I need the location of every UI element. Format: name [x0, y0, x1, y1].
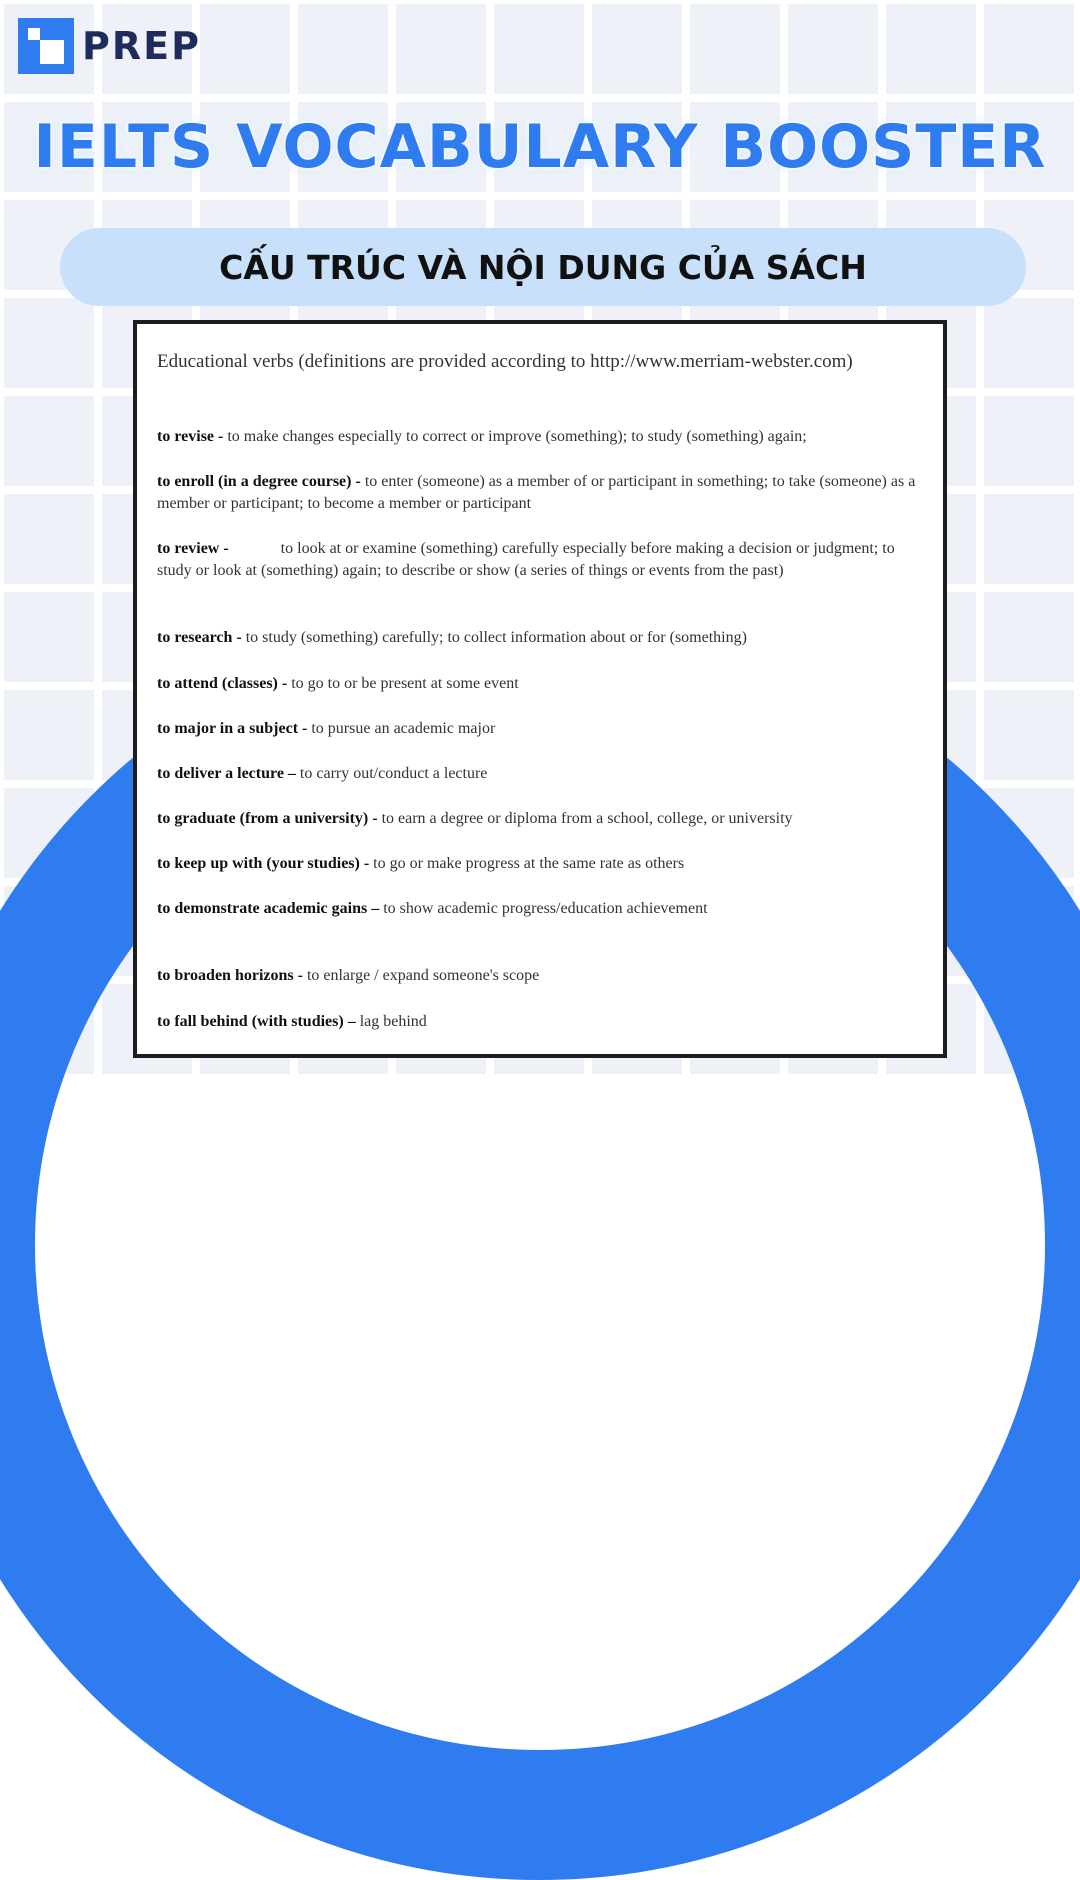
vocab-definition: to show academic progress/education achievement — [379, 900, 708, 917]
vocab-entry — [157, 808, 927, 830]
vocab-term: to keep up with (your studies) - — [157, 855, 370, 872]
vocab-definition: lag behind — [355, 1013, 427, 1030]
vocab-entry — [157, 718, 927, 740]
vocab-term: to research - — [157, 629, 242, 646]
vocab-entry — [157, 898, 927, 920]
vocab-term: to fall behind (with studies) – — [157, 1013, 356, 1030]
vocab-definition: to go to or be present at some event — [287, 675, 519, 692]
page-title: IELTS VOCABULARY BOOSTER — [33, 112, 1047, 182]
vocab-term: to broaden horizons - — [157, 967, 303, 984]
vocab-entry — [157, 673, 927, 695]
vocab-term: to demonstrate academic gains – — [157, 900, 380, 917]
book-page-excerpt — [133, 320, 947, 1058]
vocab-entry — [157, 763, 927, 785]
vocab-definition: to carry out/conduct a lecture — [295, 765, 488, 782]
vocab-entry — [157, 853, 927, 875]
vocab-definition: to make changes especially to correct or improve (something); to study (something) again; — [223, 428, 807, 445]
vocab-definition: to enlarge / expand someone's scope — [302, 967, 540, 984]
vocab-definition: to go or make progress at the same rate as others — [369, 855, 685, 872]
vocab-definition: to enter (someone) as a member of or participant in something; to take (someone) as a member or participant; to become a member or participant — [157, 473, 916, 512]
vocab-entry — [157, 1011, 927, 1033]
vocab-term: to major in a subject - — [157, 720, 308, 737]
vocab-term: to enroll (in a degree course) - — [157, 473, 361, 490]
vocab-term: to revise - — [157, 428, 224, 445]
vocab-entry — [157, 426, 927, 448]
vocab-entry — [157, 965, 927, 987]
vocab-entry — [157, 471, 927, 515]
document-intro: Educational verbs (definitions are provided according to http://www.merriam-webster.com) — [157, 351, 853, 372]
vocab-definition: to study (something) carefully; to collect information about or for (something) — [241, 629, 747, 646]
brand-logo — [18, 18, 201, 74]
vocab-definition: to look at or examine (something) carefully especially before making a decision or judgment; to study or look at (something) again; to describe or show (a series of things or events from the past) — [157, 540, 899, 579]
brand-name: PREP — [82, 24, 201, 68]
vocab-term: to deliver a lecture – — [157, 765, 296, 782]
vocab-entry — [157, 538, 927, 582]
vocab-term: to attend (classes) - — [157, 675, 288, 692]
prep-logo-icon — [18, 18, 74, 74]
vocab-entry — [157, 627, 927, 649]
vocab-term: to review - — [157, 540, 229, 557]
subtitle-banner — [60, 228, 1026, 306]
vocab-term: to graduate (from a university) - — [157, 810, 378, 827]
vocab-definition: to pursue an academic major — [307, 720, 496, 737]
vocab-definition: to earn a degree or diploma from a school, college, or university — [377, 810, 793, 827]
subtitle-text: CẤU TRÚC VÀ NỘI DUNG CỦA SÁCH — [219, 247, 867, 287]
